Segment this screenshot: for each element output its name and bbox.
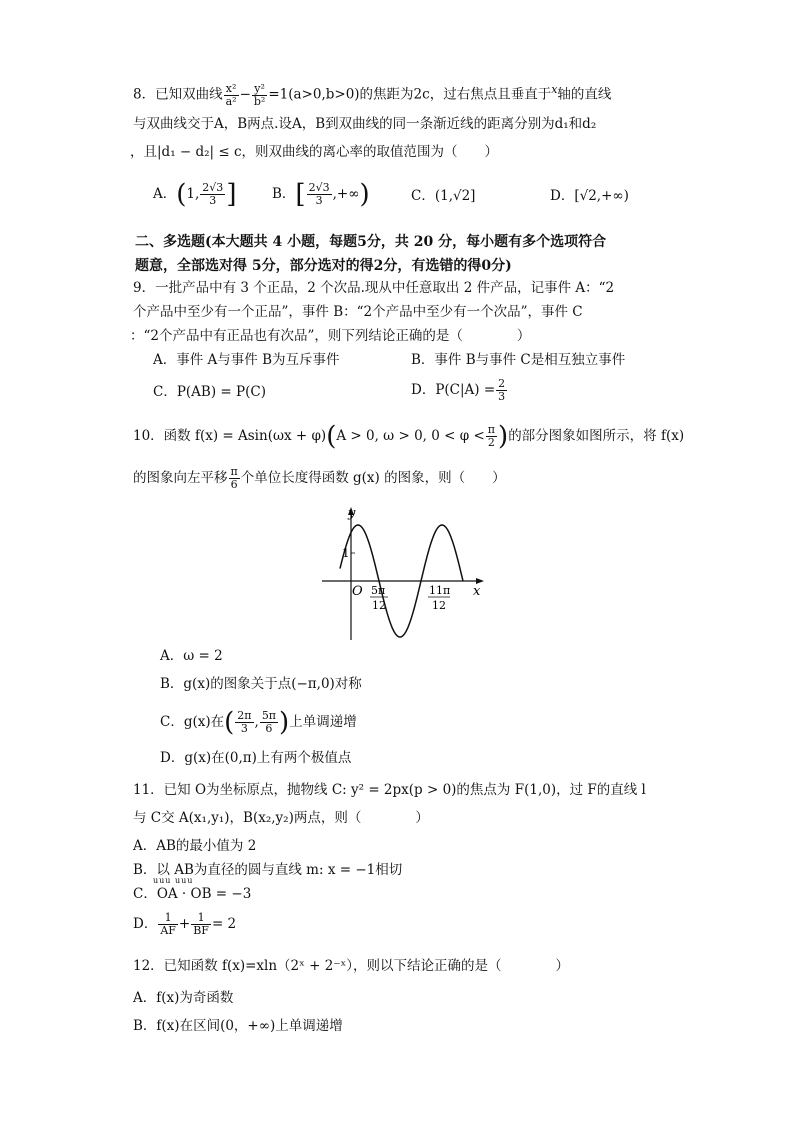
graph-tick1-den: 12 [372,599,386,612]
q9-line1: 9．一批产品中有 3 个正品，2 个次品.现从中任意取出 2 件产品，记事件 A：“2 [133,280,615,296]
q9-line3: ：“2个产品中有正品也有次品”，则下列结论正确的是（ ） [130,328,531,344]
q11-line2: 与 C交 A(x₁,y₁)，B(x₂,y₂)两点，则（ ） [133,810,429,826]
q8-option-d: D．[√2,+∞) [550,188,629,204]
q12-line1: 12．已知函数 f(x)=xln（2ˣ + 2⁻ˣ），则以下结论正确的是（ ） [133,958,569,974]
q8-option-b: B．[ $\frac{2√3}{3}$ ,+∞) [272,179,370,210]
q11-option-c: C．OA · OB = −3 [133,886,252,902]
q9-line2: 个产品中至少有一个正品”，事件 B：“2个产品中至少有一个次品”，事件 C [133,304,583,320]
section2-title-line2: 题意，全部选对得 5分，部分选对的得2分，有选错的得0分) [135,258,512,274]
q8-line3: ，且|d₁ − d₂| ≤ c，则双曲线的离心率的取值范围为（ ） [130,144,499,160]
q10-option-a: A．ω = 2 [160,648,223,664]
q9-option-a: A．事件 A与事件 B为互斥事件 [153,352,340,368]
q8-equation-tail: =1(a>0,b>0) [268,86,360,103]
q10-line2: 的图象向左平移 $\frac{\pi}{6}$ 个单位长度得函数 g(x) 的图象，则（ ） [133,465,506,491]
graph-tick2-den: 12 [432,599,446,612]
q8-frac-y: $\frac{\text{y²}}{\text{b²}}$ [253,81,266,108]
graph-y-intercept-label: 1 [342,546,350,560]
q11-option-b: B．以 AB为直径的圆与直线 m: x = −1相切 [133,862,403,878]
section2-title-line1: 二、多选题(本大题共 4 小题，每题5分，共 20 分，每小题有多个选项符合 [135,234,607,250]
q8-line2: 与双曲线交于A，B两点.设A，B到双曲线的同一条渐近线的距离分别为d₁和d₂ [133,116,597,132]
q10-line1: 10．函数 f(x) = Asin(ωx + φ)(A > 0, ω > 0, 0 < φ < $\frac{\pi}{2}$ )的部分图象如图所示，将 f(x) [133,421,685,452]
q9-option-c: C．P(AB) = P(C) [153,384,266,400]
q11-option-d: D． $\frac{1}{AF}$ + $\frac{1}{BF}$ = 2 [133,911,237,937]
q12-option-a: A．f(x)为奇函数 [133,990,234,1006]
graph-tick2-num: 11π [429,584,451,597]
q8-line1: 8．已知双曲线 $\frac{\text{x²}}{\text{a²}}$ − $\frac{\text{y²}}{\text{b²}}$ =1(a>0,b>0)的焦距为2c，过右焦点且垂直于$^x$轴的直线 [133,81,612,108]
q9-option-b: B．事件 B与事件 C是相互独立事件 [411,352,626,368]
q11-line1: 11．已知 O为坐标原点，抛物线 C: y² = 2px(p > 0)的焦点为 F(1,0)，过 F的直线 l [133,782,646,798]
graph-origin-label: O [352,584,363,599]
q8-option-a: A．(1, $\frac{2√3}{3}$ ] [153,179,237,210]
q11-option-a: A．AB的最小值为 2 [133,838,257,854]
q8-option-c: C．(1,√2] [411,188,476,204]
q8-frac-x: $\frac{\text{x²}}{\text{a²}}$ [225,81,237,108]
q10-option-b: B．g(x)的图象关于点(−π,0)对称 [160,676,362,692]
q10-option-d: D．g(x)在(0,π)上有两个极值点 [160,750,352,766]
q9-option-d: D．P(C|A) = $\frac{2}{3}$ [411,377,506,403]
graph-tick1-num: 5π [371,584,386,597]
q8-stem-start: 8．已知双曲线 [133,86,223,103]
q12-option-b: B．f(x)在区间(0，+∞)上单调递增 [133,1018,343,1034]
q10-function-graph [318,503,490,643]
q10-option-c: C．g(x)在( $\frac{2\pi}{3}$ , $\frac{5\pi}{6}$ )上单调递增 [160,707,357,738]
graph-y-label: y [348,506,356,521]
graph-x-label: x [473,584,481,599]
q11-option-c-vector-marks: uuu uuu [153,876,194,885]
